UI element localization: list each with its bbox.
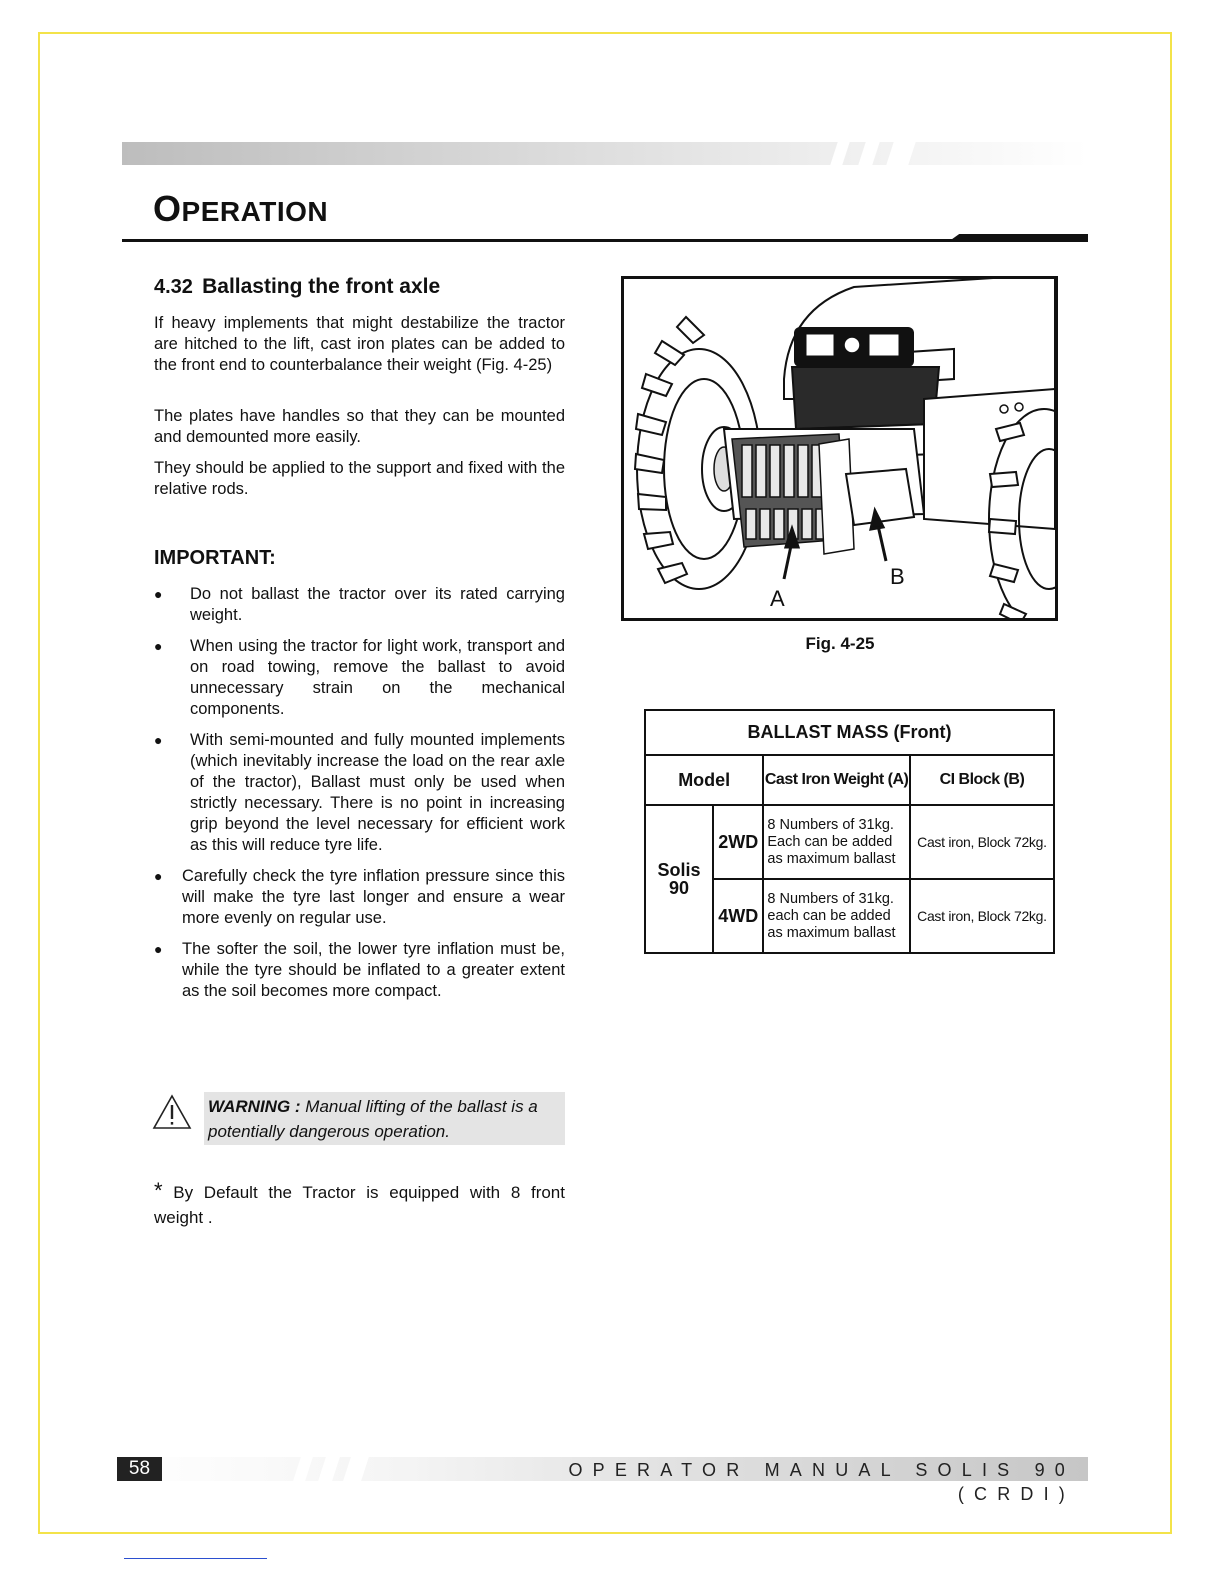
ballast-mass-table bbox=[644, 709, 1055, 954]
title-rule-accent bbox=[948, 234, 1088, 242]
footnote-text: By Default the Tractor is equipped with 8 front weight . bbox=[154, 1183, 565, 1227]
label-b: B bbox=[890, 564, 905, 589]
list-item: ● Do not ballast the tractor over its rated carrying weight. bbox=[154, 585, 565, 624]
figure-tractor-ballast bbox=[621, 276, 1058, 621]
title-rule bbox=[122, 239, 1088, 242]
header-band bbox=[122, 142, 1088, 165]
list-item: ● The softer the soil, the lower tyre inflation must be, while the tyre should be inflated to a greater extent as the soil becomes more compact. bbox=[154, 940, 565, 1000]
drive-cell: 2WD bbox=[713, 805, 763, 879]
footnote-star: * bbox=[154, 1178, 163, 1203]
list-item: ● When using the tractor for light work, transport and on road towing, remove the ballast to avoid unnecessary strain on the mechanical components. bbox=[154, 637, 565, 718]
warning-label: WARNING : bbox=[208, 1097, 301, 1116]
bullet-icon: ● bbox=[154, 638, 163, 654]
cast-iron-cell: 8 Numbers of 31kg. Each can be added as maximum ballast bbox=[763, 805, 910, 879]
footnote bbox=[154, 1178, 565, 1230]
bullet-icon: ● bbox=[154, 586, 163, 602]
section-heading bbox=[154, 276, 565, 299]
bullet-icon: ● bbox=[154, 941, 163, 957]
label-a: A bbox=[770, 586, 785, 611]
col-header-ci-block: CI Block (B) bbox=[910, 755, 1054, 805]
important-heading: IMPORTANT: bbox=[154, 547, 276, 569]
col-header-cast-iron: Cast Iron Weight (A) bbox=[763, 755, 910, 805]
bullet-icon: ● bbox=[154, 868, 163, 884]
section-heading-text: Ballasting the front axle bbox=[202, 275, 441, 298]
table-row bbox=[645, 805, 1054, 879]
ci-block-cell: Cast iron, Block 72kg. bbox=[910, 805, 1054, 879]
warning-icon bbox=[152, 1094, 192, 1130]
table-title: BALLAST MASS (Front) bbox=[645, 710, 1054, 755]
warning-text: Manual lifting of the ballast is a potentially dangerous operation. bbox=[208, 1097, 538, 1141]
tractor-illustration bbox=[624, 279, 1055, 618]
warning-box bbox=[204, 1092, 565, 1145]
paragraph-1: If heavy implements that might destabilize the tractor are hitched to the lift, cast iron plates can be added to the front end to counterbalance their weight (Fig. 4-25) bbox=[154, 314, 565, 374]
link-underline bbox=[124, 1558, 267, 1559]
page-number: 58 bbox=[117, 1457, 162, 1481]
model-cell: Solis 90 bbox=[645, 805, 713, 953]
list-item: ● Carefully check the tyre inflation pressure since this will make the tyre last longer and ensure a wear more evenly on regular use. bbox=[154, 867, 565, 927]
col-header-model: Model bbox=[645, 755, 763, 805]
section-title: OPERATION bbox=[153, 188, 329, 229]
bullet-icon: ● bbox=[154, 732, 163, 748]
important-list bbox=[154, 584, 565, 1012]
ci-block-cell: Cast iron, Block 72kg. bbox=[910, 879, 1054, 953]
cast-iron-cell: 8 Numbers of 31kg. each can be added as maximum ballast bbox=[763, 879, 910, 953]
figure-caption: Fig. 4-25 bbox=[805, 634, 875, 653]
paragraph-2: The plates have handles so that they can be mounted and demounted more easily. bbox=[154, 407, 565, 446]
list-item: ● With semi-mounted and fully mounted implements (which inevitably increase the load on the rear axle of the tractor), Ballast must only be used when strictly necessary. There is no point in increasing grip beyond the level necessary for efficient work as this will reduce tyre life. bbox=[154, 731, 565, 854]
section-number: 4.32 bbox=[154, 276, 193, 298]
drive-cell: 4WD bbox=[713, 879, 763, 953]
paragraph-3: They should be applied to the support and fixed with the relative rods. bbox=[154, 459, 565, 498]
footer-manual-title: OPERATOR MANUAL SOLIS 90 (CRDI) bbox=[568, 1460, 1075, 1504]
